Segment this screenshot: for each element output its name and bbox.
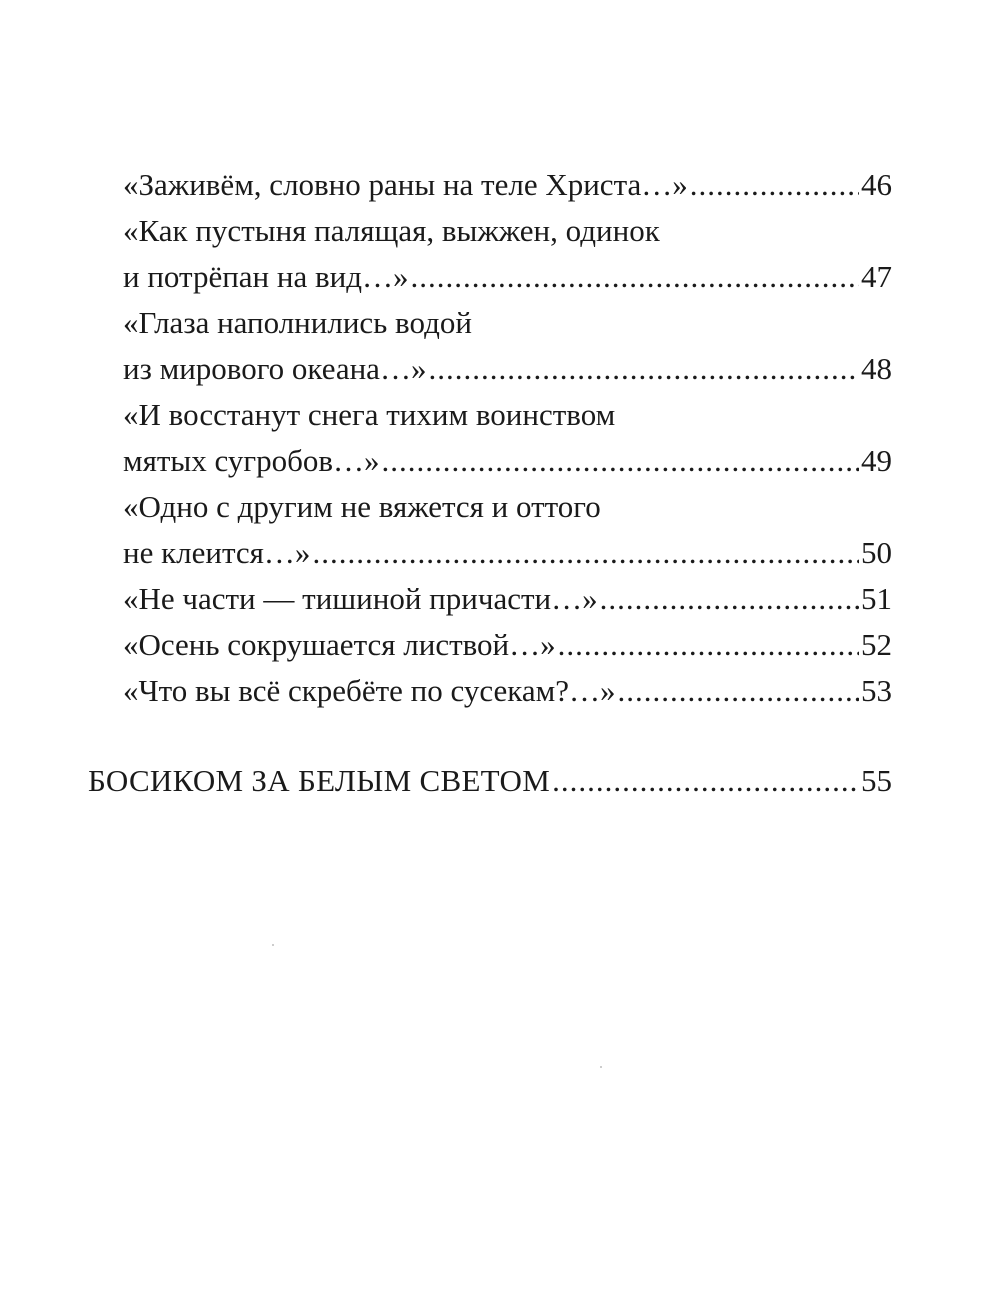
toc-entry-title: не клеится…» bbox=[123, 535, 311, 570]
toc-page-number: 47 bbox=[861, 259, 892, 294]
toc-entry-title: «Что вы всё скребёте по сусекам?…» bbox=[123, 673, 616, 708]
dot-leader bbox=[552, 758, 859, 804]
dot-leader bbox=[381, 438, 859, 484]
toc-entry[interactable] bbox=[88, 162, 892, 208]
paper-speck bbox=[600, 1066, 602, 1068]
dot-leader bbox=[690, 162, 859, 208]
paper-speck bbox=[272, 944, 274, 946]
toc-page-number: 46 bbox=[861, 167, 892, 202]
toc-entry[interactable] bbox=[88, 392, 892, 484]
toc-entry-title: мятых сугробов…» bbox=[123, 443, 380, 478]
toc-entry-title: «Заживём, словно раны на теле Христа…» bbox=[123, 167, 688, 202]
dot-leader bbox=[600, 576, 859, 622]
toc-section-heading[interactable] bbox=[88, 758, 892, 804]
toc-page-number: 48 bbox=[861, 351, 892, 386]
toc-entry[interactable] bbox=[88, 300, 892, 392]
dot-leader bbox=[558, 622, 859, 668]
toc-page-number: 49 bbox=[861, 443, 892, 478]
dot-leader bbox=[312, 530, 859, 576]
toc-entry[interactable] bbox=[88, 208, 892, 300]
toc-entry[interactable] bbox=[88, 622, 892, 668]
section-title: БОСИКОМ ЗА БЕЛЫМ СВЕТОМ bbox=[88, 763, 551, 798]
toc-entry-title: «Осень сокрушается листвой…» bbox=[123, 627, 556, 662]
toc-page-number: 51 bbox=[861, 581, 892, 616]
dot-leader bbox=[617, 668, 859, 714]
toc-entries bbox=[88, 162, 892, 714]
toc-entry[interactable] bbox=[88, 484, 892, 576]
toc-entry[interactable] bbox=[88, 576, 892, 622]
toc-entry-title-line: «Одно с другим не вяжется и оттого bbox=[123, 489, 601, 524]
toc-entry-title: из мирового океана…» bbox=[123, 351, 427, 386]
toc-page-number: 52 bbox=[861, 627, 892, 662]
toc-entry-title: «Не части — тишиной причасти…» bbox=[123, 581, 598, 616]
toc-page-number: 55 bbox=[861, 763, 892, 798]
toc-entry-title: и потрёпан на вид…» bbox=[123, 259, 409, 294]
toc-entry-title-line: «Как пустыня палящая, выжжен, одинок bbox=[123, 213, 660, 248]
toc-entry-title-line: «И восстанут снега тихим воинством bbox=[123, 397, 616, 432]
table-of-contents bbox=[88, 162, 892, 804]
toc-entry-title-line: «Глаза наполнились водой bbox=[123, 305, 472, 340]
dot-leader bbox=[428, 346, 859, 392]
toc-page-number: 50 bbox=[861, 535, 892, 570]
dot-leader bbox=[411, 254, 860, 300]
toc-page-number: 53 bbox=[861, 673, 892, 708]
toc-entry[interactable] bbox=[88, 668, 892, 714]
